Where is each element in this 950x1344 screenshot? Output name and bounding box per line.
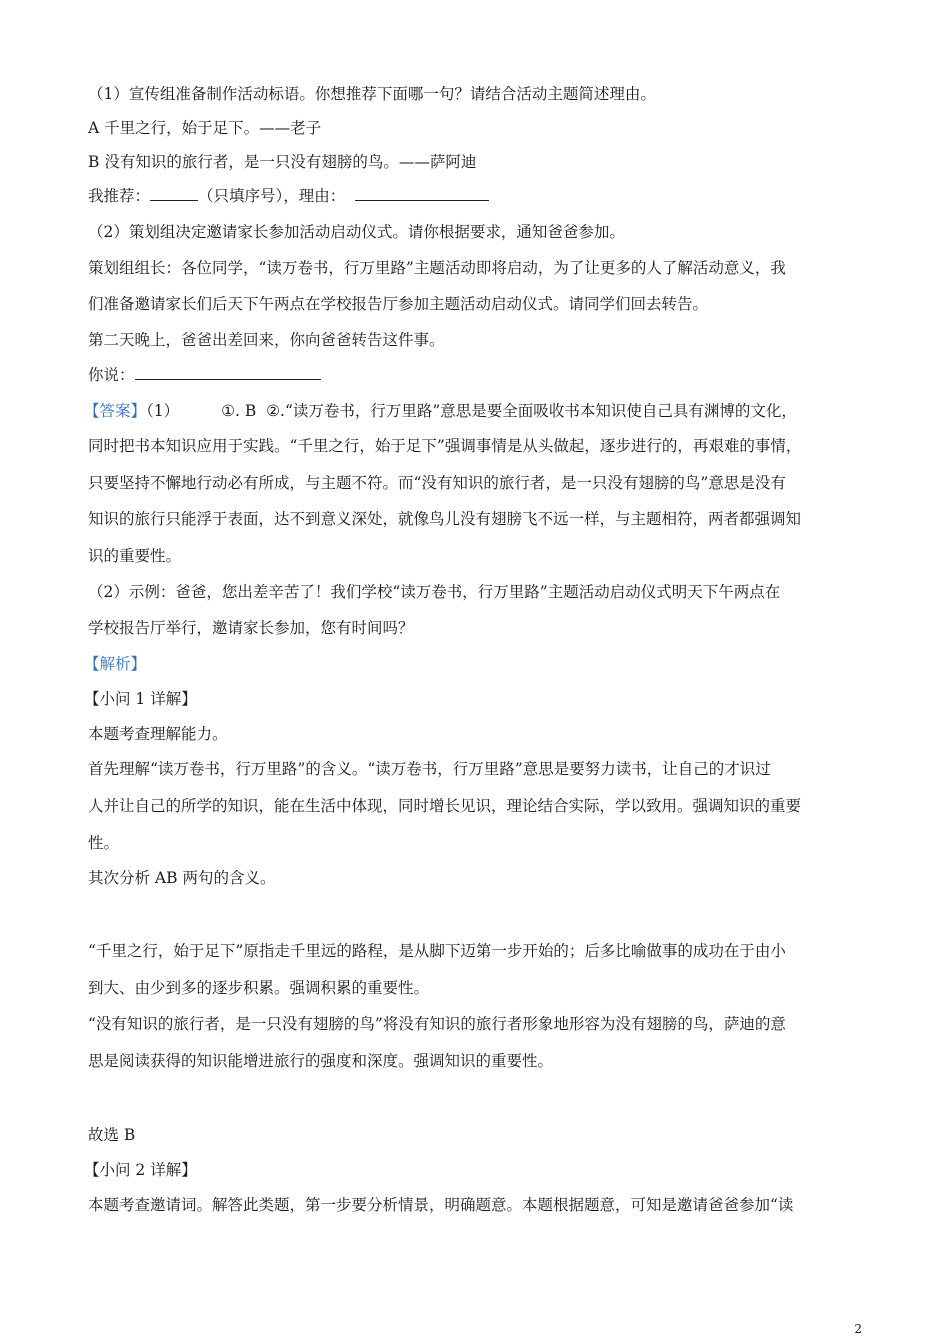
q1-prompt: （1）宣传组准备制作活动标语。你想推荐下面哪一句？请结合活动主题简述理由。 [88, 85, 656, 103]
answer-part1-line: 知识的旅行只能浮于表面，达不到意义深处，就像鸟儿没有翅膀飞不远一样，与主题相符，两者都强调知 [88, 510, 802, 528]
analysis-line: 本题考查理解能力。 [88, 725, 228, 743]
analysis-line: 人并让自己的所学的知识，能在生活中体现，同时增长见识，理论结合实际，学以致用。强调知识的重要 [88, 797, 802, 815]
answer-part1-lead: （1） [146, 402, 180, 420]
q2-you-say-line [88, 364, 321, 386]
q2-context-line-3: 第二天晚上，爸爸出差回来，你向爸爸转告这件事。 [88, 331, 445, 349]
analysis-line: 到大、由少到多的逐步积累。强调积累的重要性。 [88, 979, 430, 997]
answer-part1-line: 识的重要性。 [88, 547, 182, 565]
analysis-line: “没有知识的旅行者，是一只没有翅膀的鸟”将没有知识的旅行者形象地形容为没有翅膀的鸟，萨迪的意 [88, 1015, 786, 1033]
reason-blank[interactable] [355, 185, 489, 201]
q2-context-line-1: 策划组组长：各位同学，“读万卷书，行万里路”主题活动即将启动，为了让更多的人了解活动意义，我 [88, 259, 786, 277]
analysis-tag: 【解析】 [84, 655, 147, 673]
you-say-blank[interactable] [135, 364, 321, 380]
page-number: 2 [854, 1322, 862, 1336]
answer-part2-line: 学校报告厅举行，邀请家长参加，您有时间吗？ [88, 619, 414, 637]
analysis-conclusion: 故选 B [88, 1126, 136, 1144]
you-say-label: 你说： [88, 366, 135, 384]
answer-part1-line: 同时把书本知识应用于实践。“千里之行，始于足下”强调事情是从头做起，逐步进行的，再艰难的事情， [88, 437, 802, 455]
analysis-line: 思是阅读获得的知识能增进旅行的强度和深度。强调知识的重要性。 [88, 1052, 554, 1070]
q1-option-a: A 千里之行，始于足下。——老子 [88, 119, 322, 137]
answer-part1-line: 只要坚持不懈地行动必有所成，与主题不符。而“没有知识的旅行者，是一只没有翅膀的鸟”意思是没有 [88, 474, 786, 492]
recommend-blank[interactable] [150, 185, 198, 201]
sub2-heading: 【小问 2 详解】 [84, 1161, 197, 1179]
answer-part2-line: （2）示例：爸爸，您出差辛苦了！我们学校“读万卷书，行万里路”主题活动启动仪式明天下午两点在 [88, 583, 781, 601]
recommend-hint: （只填序号），理由： [198, 187, 346, 205]
analysis-line: “千里之行，始于足下”原指走千里远的路程，是从脚下迈第一步开始的；后多比喻做事的成功在于由小 [88, 942, 786, 960]
q2-context-line-2: 们准备邀请家长们后天下午两点在学校报告厅参加主题活动启动仪式。请同学们回去转告。 [88, 295, 709, 313]
analysis-line: 本题考查邀请词。解答此类题，第一步要分析情景，明确题意。本题根据题意，可知是邀请爸爸参加“读 [88, 1196, 794, 1214]
q1-recommend-line [88, 185, 489, 207]
analysis-line: 其次分析 AB 两句的含义。 [88, 869, 276, 887]
recommend-label: 我推荐： [88, 187, 151, 205]
q2-prompt: （2）策划组决定邀请家长参加活动启动仪式。请你根据要求，通知爸爸参加。 [88, 223, 625, 241]
answer-part1-line: ②.“读万卷书，行万里路”意思是要全面吸收书本知识使自己具有渊博的文化， [266, 402, 797, 420]
answer-tag: 【答案】 [84, 402, 147, 420]
answer-first-line [84, 400, 797, 422]
q1-option-b: B 没有知识的旅行者，是一只没有翅膀的鸟。——萨阿迪 [88, 153, 477, 171]
analysis-line: 首先理解“读万卷书，行万里路”的含义。“读万卷书，行万里路”意思是要努力读书，让自己的才识过 [88, 760, 771, 778]
sub1-heading: 【小问 1 详解】 [84, 690, 197, 708]
answer-part1-choice: ①. B [221, 402, 257, 420]
analysis-line: 性。 [88, 834, 120, 852]
